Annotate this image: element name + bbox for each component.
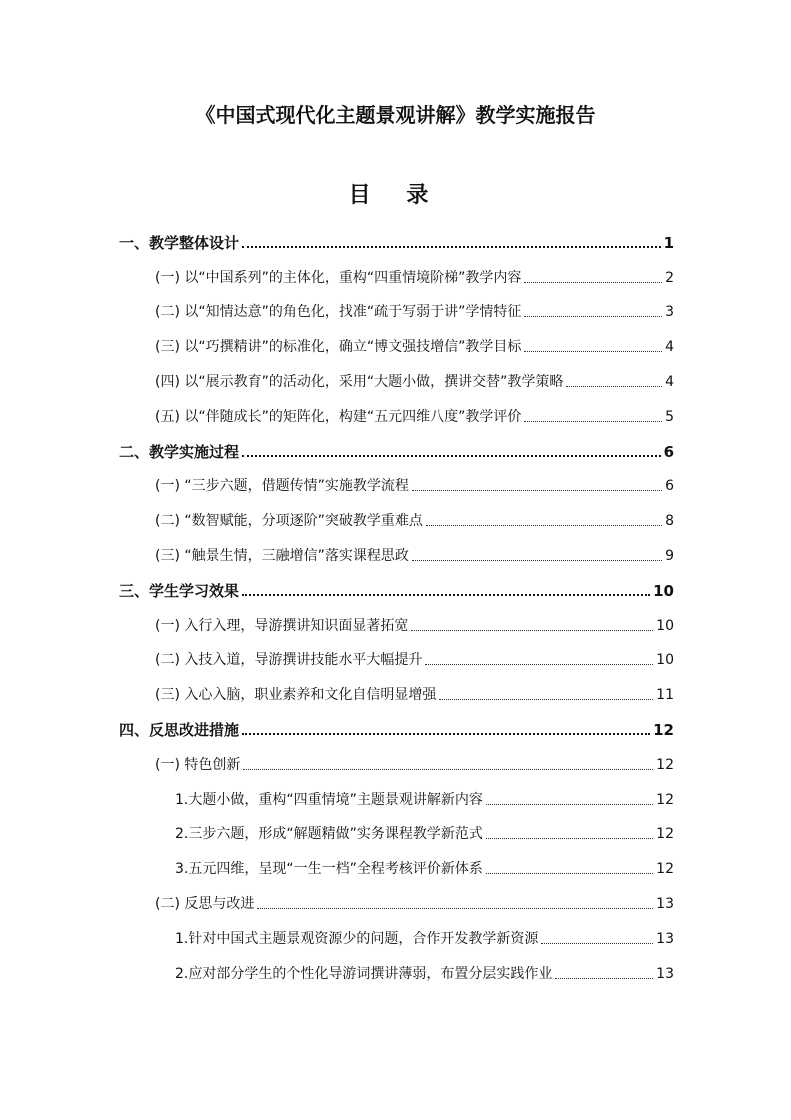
toc-entry-page: 11 bbox=[656, 687, 674, 704]
toc-entry-page: 12 bbox=[656, 826, 674, 843]
table-of-contents bbox=[119, 218, 674, 984]
toc-entry-label: (五) 以“伴随成长”的矩阵化，构建“五元四维八度”教学评价 bbox=[155, 408, 522, 425]
toc-entry-4-2[interactable] bbox=[119, 879, 674, 914]
dot-leader bbox=[555, 978, 653, 979]
document-title: 《中国式现代化主题景观讲解》教学实施报告 bbox=[195, 103, 596, 127]
dot-leader bbox=[524, 282, 662, 283]
dot-leader bbox=[541, 943, 653, 944]
toc-entry-section-1[interactable] bbox=[119, 218, 674, 253]
dot-leader bbox=[486, 804, 653, 805]
toc-entry-page: 6 bbox=[663, 442, 674, 461]
dot-leader bbox=[242, 455, 661, 457]
toc-heading: 目 录 bbox=[348, 183, 443, 208]
toc-entry-page: 12 bbox=[656, 791, 674, 808]
toc-entry-label: 3.五元四维，呈现“一生一档”全程考核评价新体系 bbox=[175, 861, 483, 878]
toc-entry-label: (一) 入行入理，导游撰讲知识面显著拓宽 bbox=[155, 617, 409, 634]
toc-entry-1-1[interactable] bbox=[119, 253, 674, 288]
toc-entry-page: 6 bbox=[665, 478, 674, 495]
toc-entry-label: (三) 以“巧撰精讲”的标准化，确立“博文强技增信”教学目标 bbox=[155, 339, 522, 356]
dot-leader bbox=[524, 316, 662, 317]
toc-entry-label: (一) “三步六题，借题传情”实施教学流程 bbox=[155, 478, 409, 495]
toc-entry-label: 2.应对部分学生的个性化导游词撰讲薄弱，布置分层实践作业 bbox=[175, 965, 553, 982]
toc-entry-label: (一) 特色创新 bbox=[155, 756, 241, 773]
toc-entry-page: 8 bbox=[665, 513, 674, 530]
toc-entry-label: 1.针对中国式主题景观资源少的问题，合作开发教学新资源 bbox=[175, 930, 539, 947]
dot-leader bbox=[425, 664, 653, 665]
toc-entry-label: (二) “数智赋能，分项逐阶”突破教学重难点 bbox=[155, 513, 423, 530]
toc-entry-label: 二、教学实施过程 bbox=[119, 442, 240, 461]
toc-entry-4-1[interactable] bbox=[119, 740, 674, 775]
toc-entry-page: 2 bbox=[665, 269, 674, 286]
toc-entry-section-2[interactable] bbox=[119, 427, 674, 462]
dot-leader bbox=[243, 769, 653, 770]
dot-leader bbox=[486, 838, 653, 839]
toc-entry-2-3[interactable] bbox=[119, 531, 674, 566]
toc-entry-page: 10 bbox=[653, 581, 674, 600]
toc-entry-label: (二) 以“知情达意”的角色化，找准“疏于写弱于讲”学情特征 bbox=[155, 304, 522, 321]
toc-entry-4-2-2[interactable] bbox=[119, 949, 674, 984]
toc-entry-label: (三) 入心入脑，职业素养和文化自信明显增强 bbox=[155, 687, 437, 704]
toc-entry-1-2[interactable] bbox=[119, 288, 674, 323]
dot-leader bbox=[242, 733, 650, 735]
toc-entry-1-3[interactable] bbox=[119, 322, 674, 357]
toc-entry-page: 4 bbox=[665, 339, 674, 356]
toc-entry-1-4[interactable] bbox=[119, 357, 674, 392]
dot-leader bbox=[426, 525, 662, 526]
dot-leader bbox=[411, 630, 653, 631]
toc-entry-page: 4 bbox=[665, 373, 674, 390]
toc-entry-label: (二) 反思与改进 bbox=[155, 895, 255, 912]
toc-entry-label: 三、学生学习效果 bbox=[119, 581, 240, 600]
toc-entry-label: (一) 以“中国系列”的主体化，重构“四重情境阶梯”教学内容 bbox=[155, 269, 522, 286]
toc-entry-label: 1.大题小做，重构“四重情境”主题景观讲解新内容 bbox=[175, 791, 483, 808]
toc-entry-page: 12 bbox=[656, 861, 674, 878]
toc-entry-4-2-1[interactable] bbox=[119, 914, 674, 949]
dot-leader bbox=[257, 908, 653, 909]
toc-entry-label: (二) 入技入道，导游撰讲技能水平大幅提升 bbox=[155, 652, 423, 669]
toc-entry-3-3[interactable] bbox=[119, 670, 674, 705]
toc-entry-2-1[interactable] bbox=[119, 462, 674, 497]
toc-entry-label: 四、反思改进措施 bbox=[119, 720, 240, 739]
toc-entry-page: 12 bbox=[653, 720, 674, 739]
toc-entry-label: (四) 以“展示教育”的活动化，采用“大题小做，撰讲交替”教学策略 bbox=[155, 373, 564, 390]
dot-leader bbox=[486, 873, 653, 874]
toc-entry-3-2[interactable] bbox=[119, 636, 674, 671]
toc-entry-section-3[interactable] bbox=[119, 566, 674, 601]
toc-entry-label: 2.三步六题，形成“解题精做”实务课程教学新范式 bbox=[175, 826, 483, 843]
dot-leader bbox=[524, 421, 662, 422]
dot-leader bbox=[412, 490, 662, 491]
toc-entry-4-1-1[interactable] bbox=[119, 775, 674, 810]
toc-entry-page: 10 bbox=[656, 617, 674, 634]
dot-leader bbox=[412, 560, 662, 561]
toc-entry-4-1-3[interactable] bbox=[119, 844, 674, 879]
toc-entry-page: 13 bbox=[656, 930, 674, 947]
dot-leader bbox=[524, 351, 662, 352]
toc-entry-page: 10 bbox=[656, 652, 674, 669]
toc-entry-section-4[interactable] bbox=[119, 705, 674, 740]
toc-entry-page: 13 bbox=[656, 965, 674, 982]
toc-entry-4-1-2[interactable] bbox=[119, 810, 674, 845]
toc-entry-label: 一、教学整体设计 bbox=[119, 233, 240, 252]
dot-leader bbox=[439, 699, 653, 700]
dot-leader bbox=[242, 246, 661, 248]
toc-entry-page: 1 bbox=[663, 233, 674, 252]
toc-entry-page: 12 bbox=[656, 756, 674, 773]
dot-leader bbox=[566, 386, 662, 387]
toc-entry-label: (三) “触景生情，三融增信”落实课程思政 bbox=[155, 547, 409, 564]
toc-entry-page: 9 bbox=[665, 547, 674, 564]
toc-entry-page: 5 bbox=[665, 408, 674, 425]
dot-leader bbox=[242, 594, 650, 596]
toc-entry-1-5[interactable] bbox=[119, 392, 674, 427]
toc-entry-page: 3 bbox=[665, 304, 674, 321]
toc-entry-2-2[interactable] bbox=[119, 496, 674, 531]
toc-entry-page: 13 bbox=[656, 895, 674, 912]
toc-entry-3-1[interactable] bbox=[119, 601, 674, 636]
